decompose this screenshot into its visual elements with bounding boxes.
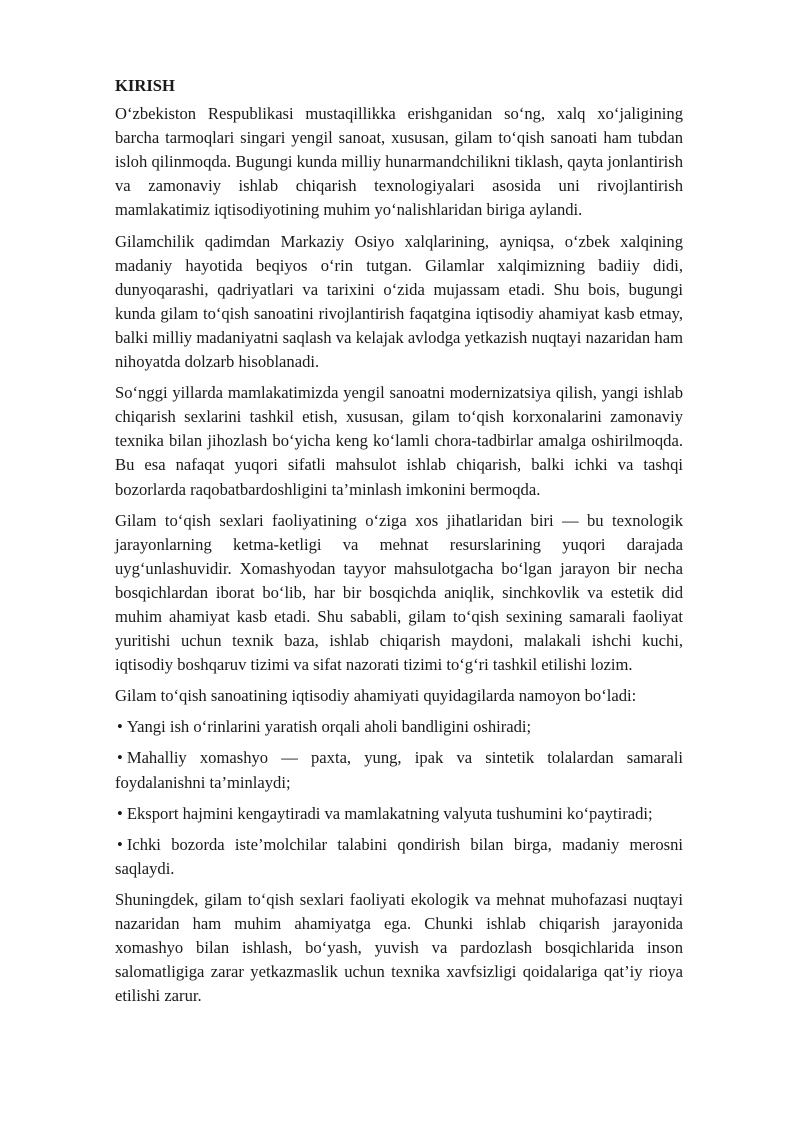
paragraph: O‘zbekiston Respublikasi mustaqillikka erishganidan so‘ng, xalq xo‘jaligining barcha tarmoqlari singari yengil sanoat, xususan, gilam to‘qish sanoati ham tubdan isloh qilinmoqda. Bugungi kunda milliy hunarmandchilikni tiklash, qayta jonlantirish va zamonaviy ishlab chiqarish texnologiyalari asosida uni rivojlantirish mamlakatimiz iqtisodiyotining muhim yo‘nalishlaridan biriga aylandi. — [115, 104, 683, 220]
bullet-item — [115, 802, 683, 826]
bullet-text: Eksport hajmini kengaytiradi va mamlakatning valyuta tushumini ko‘paytiradi; — [126, 803, 653, 823]
bullet-item — [115, 746, 683, 794]
bullet-item — [115, 833, 683, 881]
document-body — [115, 74, 683, 1015]
bullet-text: Yangi ish o‘rinlarini yaratish orqali aholi bandligini oshiradi; — [126, 717, 532, 737]
bullet-text: Mahalliy xomashyo — paxta, yung, ipak va sintetik tolalardan samarali foydalanishni ta’minlaydi; — [115, 748, 683, 792]
bullet-marker: • — [117, 834, 123, 854]
bullet-marker: • — [117, 803, 123, 823]
paragraph: So‘nggi yillarda mamlakatimizda yengil sanoatni modernizatsiya qilish, yangi ishlab chiqarish sexlarini tashkil etish, xususan, gilam to‘qish korxonalarini zamonaviy texnika bilan jihozlash bo‘yicha keng ko‘lamli chora-tadbirlar amalga oshirilmoqda. Bu esa nafaqat yuqori sifatli mahsulot ishlab chiqarish, balki ichki va tashqi bozorlarda raqobatbardoshligini ta’minlash imkonini bermoqda. — [115, 383, 683, 499]
bullet-item — [115, 715, 683, 739]
bullet-text: Ichki bozorda iste’molchilar talabini qondirish bilan birga, madaniy merosni saqlaydi. — [115, 834, 683, 878]
paragraph: Gilamchilik qadimdan Markaziy Osiyo xalqlarining, ayniqsa, o‘zbek xalqining madaniy hayotida beqiyos o‘rin tutgan. Gilamlar xalqimizning badiiy didi, dunyoqarashi, qadriyatlari va tarixini o‘zida mujassam etadi. Shu bois, bugungi kunda gilam to‘qish sanoatini rivojlantirish faqatgina iqtisodiy ahamiyat kasb etmay, balki milliy madaniyatni saqlash va kelajak avlodga yetkazish nuqtayi nazaridan ham nihoyatda dolzarb hisoblanadi. — [115, 231, 683, 372]
bullet-marker: • — [117, 748, 123, 768]
closing-paragraph: Shuningdek, gilam to‘qish sexlari faoliyati ekologik va mehnat muhofazasi nuqtayi nazaridan ham muhim ahamiyatga ega. Chunki ishlab chiqarish jarayonida xomashyo bilan ishlash, bo‘yash, yuvish va pardozlash bosqichlarida inson salomatligiga zarar yetkazmaslik uchun texnika xavfsizligi qoidalariga qat’iy rioya etilishi zarur. — [115, 889, 683, 1006]
paragraph: Gilam to‘qish sanoatining iqtisodiy ahamiyati quyidagilarda namoyon bo‘ladi: — [115, 686, 637, 706]
bullet-marker: • — [117, 717, 123, 737]
paragraph: Gilam to‘qish sexlari faoliyatining o‘ziga xos jihatlaridan biri — bu texnologik jarayonlarning ketma-ketligi va mehnat resurslarining yuqori darajada uyg‘unlashuvidir. Xomashyodan tayyor mahsulotgacha bo‘lgan jarayon bir necha bosqichlardan iborat bo‘lib, har bir bosqichda aniqlik, sinchkovlik va estetik did muhim ahamiyat kasb etadi. Shu sababli, gilam to‘qish sexining samarali faoliyat yuritishi uchun texnik baza, ishlab chiqarish maydoni, malakali ishchi kuchi, iqtisodiy boshqaruv tizimi va sifat nazorati tizimi to‘g‘ri tashkil etilishi lozim. — [115, 510, 683, 675]
section-heading: KIRISH — [115, 76, 175, 95]
